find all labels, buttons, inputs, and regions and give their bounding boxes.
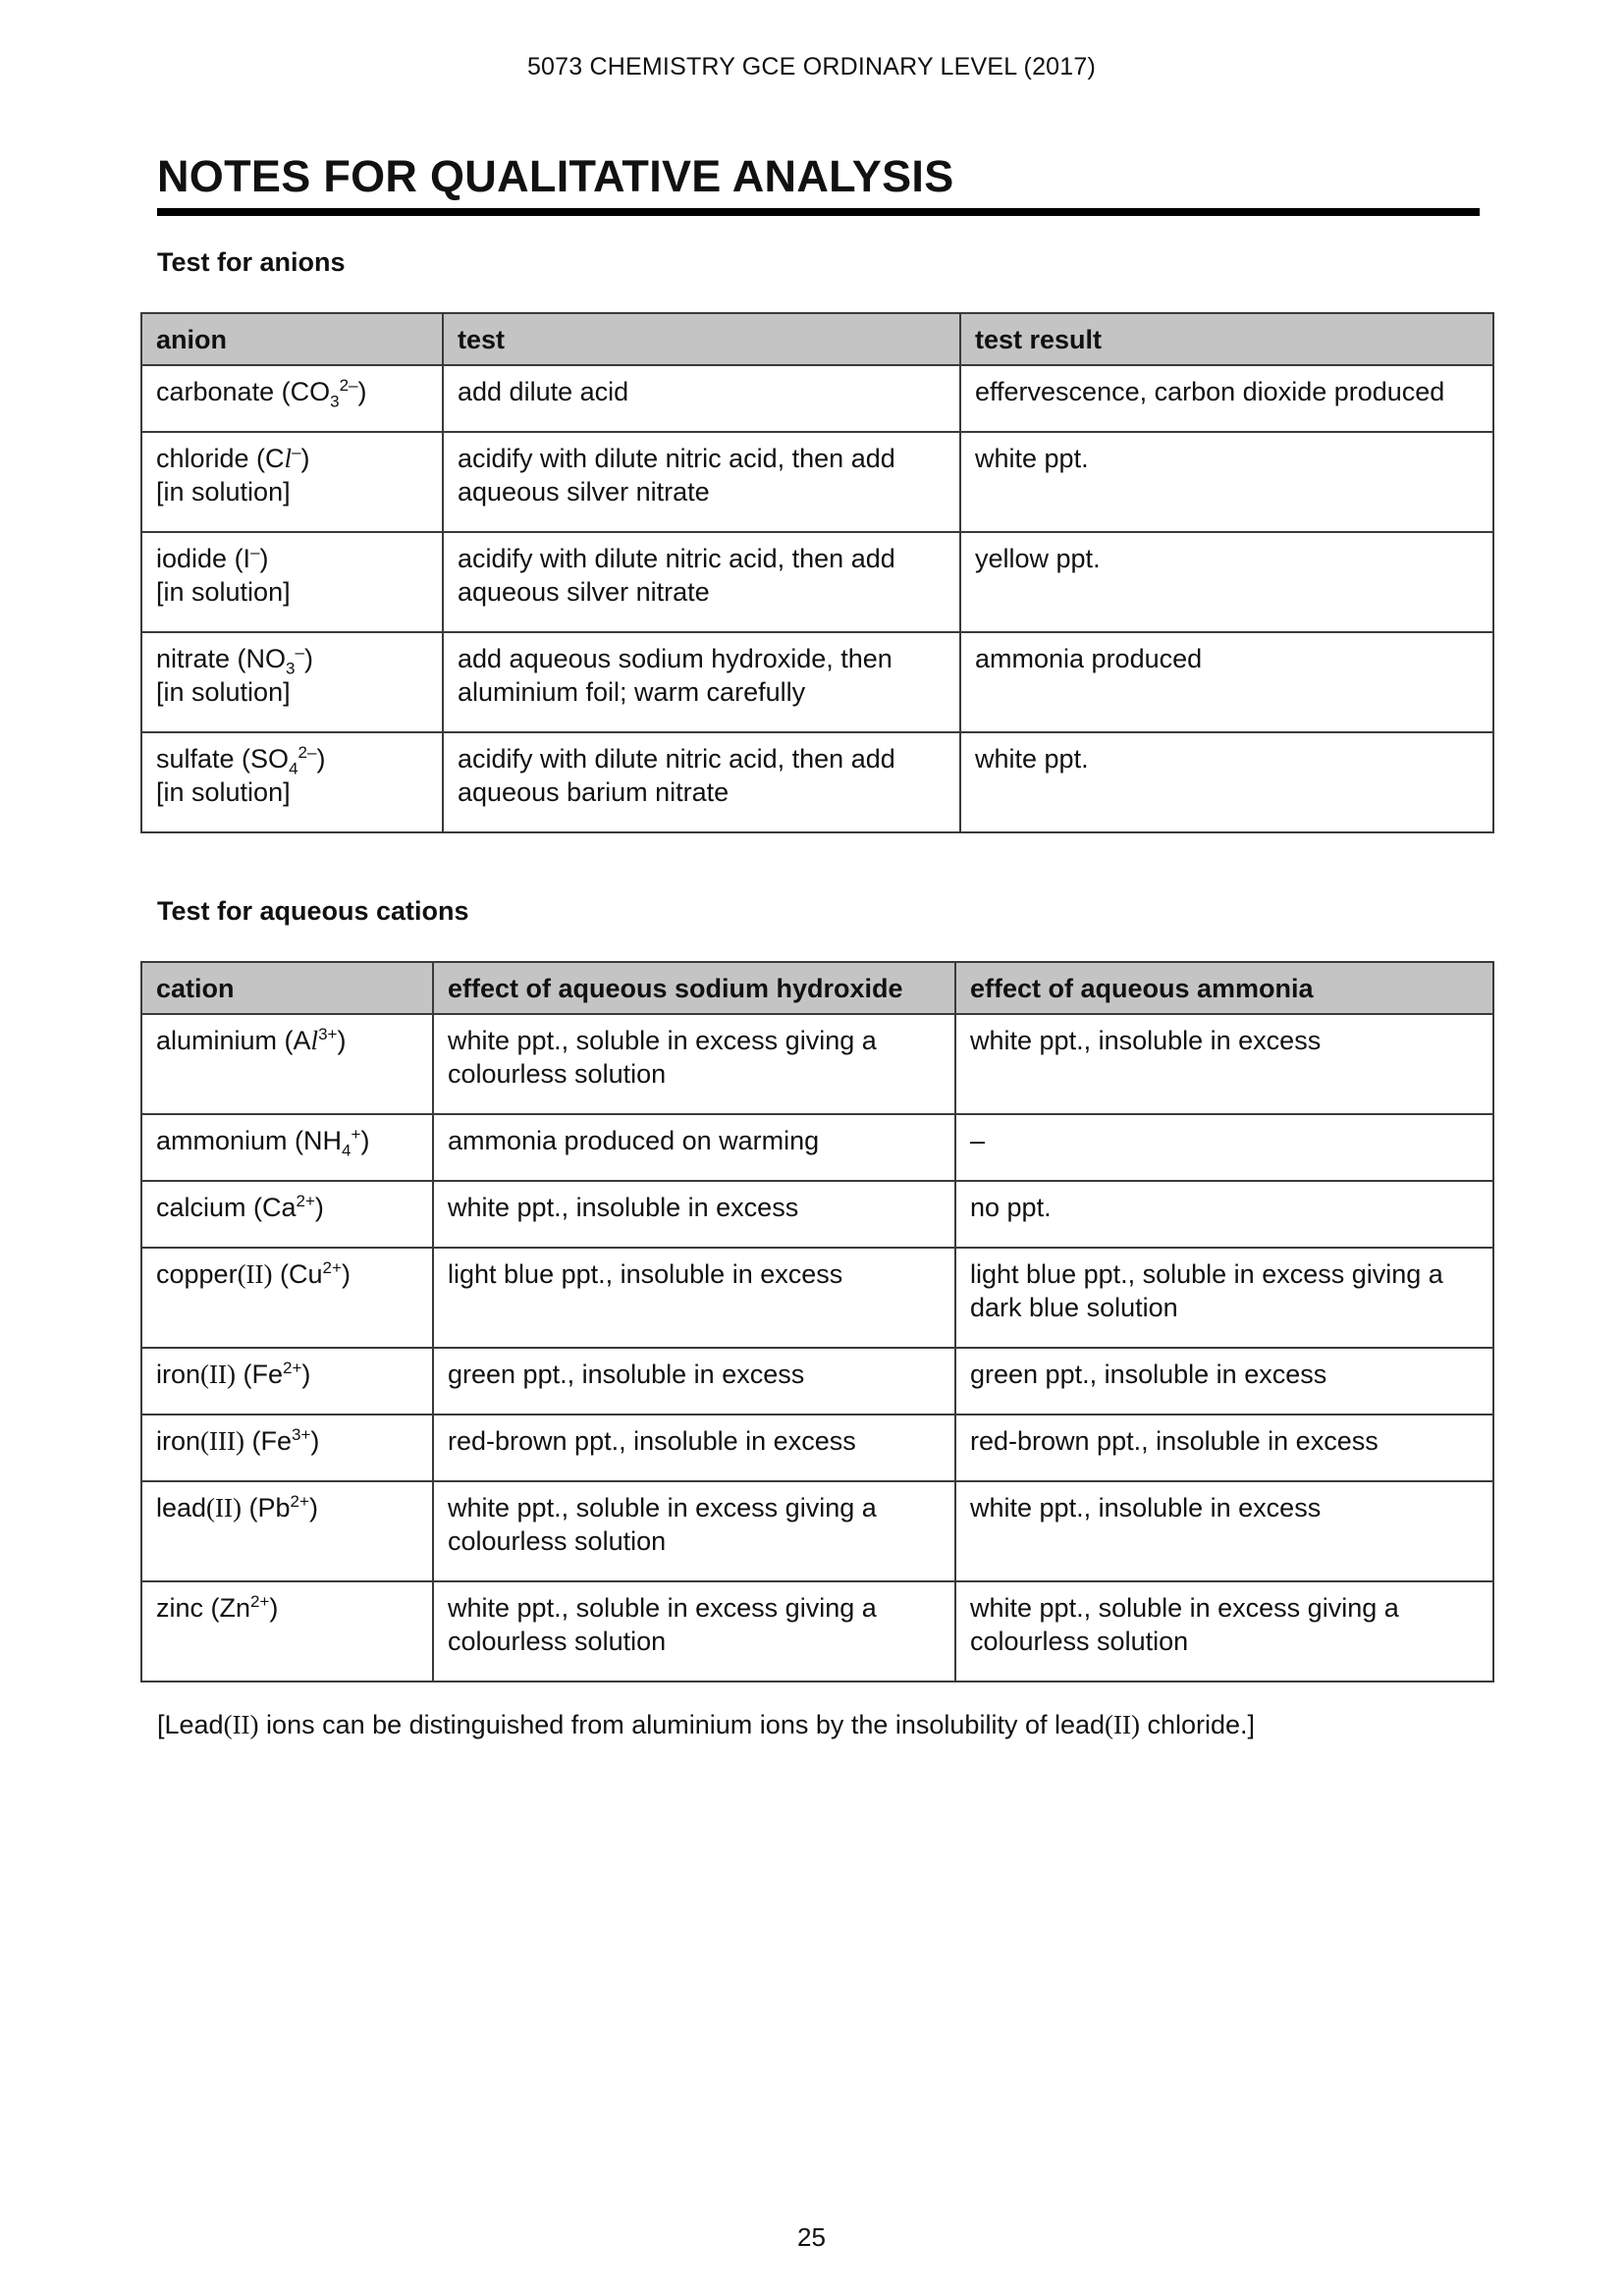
test-result-cell: effervescence, carbon dioxide produced (960, 365, 1493, 432)
ion-close: ) (360, 1126, 370, 1155)
footnote-text: ions can be distinguished from aluminium ions by the insolubility of lead (258, 1710, 1106, 1739)
test-result-cell: ammonia produced (960, 632, 1493, 732)
ion-name: nitrate (NO (156, 644, 287, 673)
ammonia-effect-cell (955, 1581, 1493, 1682)
ion-name: calcium (Ca (156, 1193, 297, 1222)
effect-text: colourless solution (448, 1526, 667, 1556)
ion-label (156, 542, 428, 575)
ion-charge: – (292, 443, 301, 461)
ion-label (156, 1024, 418, 1057)
table-row (141, 1481, 1493, 1581)
ion-close: ) (357, 377, 367, 406)
ammonia-effect-cell (955, 1248, 1493, 1348)
ion-close: ) (308, 1493, 318, 1522)
oxidation-state: (II) (237, 1259, 273, 1289)
ammonia-effect-cell (955, 1114, 1493, 1181)
ion-symbol: l (310, 1026, 319, 1055)
ion-name: ammonium (NH (156, 1126, 343, 1155)
anion-test-table (140, 312, 1494, 833)
ion-charge: 2– (339, 376, 358, 395)
test-text: acidify with dilute nitric acid, then add (458, 444, 895, 473)
effect-text: dark blue solution (970, 1293, 1178, 1322)
ion-label (156, 742, 428, 778)
ion-label (156, 642, 428, 678)
cation-cell (141, 1348, 433, 1415)
ion-name: lead (156, 1493, 207, 1522)
ion-subscript: 3 (286, 659, 296, 678)
table-row (141, 1581, 1493, 1682)
ion-name: carbonate (CO (156, 377, 331, 406)
ammonia-effect-cell (955, 1014, 1493, 1114)
sodium-hydroxide-effect-cell (433, 1248, 955, 1348)
ion-charge: 2+ (296, 1192, 315, 1210)
table-row (141, 1248, 1493, 1348)
ion-subscript: 3 (330, 392, 340, 411)
ion-close: ) (303, 644, 313, 673)
sodium-hydroxide-effect-cell (433, 1481, 955, 1581)
table-header-row (141, 962, 1493, 1014)
ammonia-effect-cell (955, 1348, 1493, 1415)
cation-cell (141, 1415, 433, 1481)
effect-text: green ppt., insoluble in excess (970, 1360, 1327, 1389)
test-text: acidify with dilute nitric acid, then add (458, 544, 895, 573)
sodium-hydroxide-effect-cell (433, 1348, 955, 1415)
ion-name: copper (156, 1259, 238, 1289)
ion-name: iron (156, 1360, 201, 1389)
ion-label (156, 442, 428, 475)
ion-close: ) (269, 1593, 279, 1623)
anion-cell (141, 732, 443, 832)
column-header-cation: cation (141, 962, 433, 1014)
cations-section-heading: Test for aqueous cations (157, 896, 469, 926)
test-cell (443, 365, 960, 432)
sodium-hydroxide-effect-cell (433, 1581, 955, 1682)
ion-close: ) (310, 1426, 320, 1456)
footnote-roman-numeral: (II) (223, 1710, 259, 1739)
test-cell (443, 432, 960, 532)
table-row (141, 1114, 1493, 1181)
oxidation-state: (III) (200, 1426, 244, 1456)
cation-cell (141, 1581, 433, 1682)
table-row (141, 732, 1493, 832)
test-text: aluminium foil; warm carefully (458, 677, 806, 707)
sodium-hydroxide-effect-cell (433, 1114, 955, 1181)
ion-name: sulfate (SO (156, 744, 290, 774)
solution-note: [in solution] (156, 477, 291, 507)
ion-charge: + (351, 1125, 361, 1144)
table-row (141, 632, 1493, 732)
ion-charge: – (250, 543, 260, 561)
footnote-roman-numeral: (II) (1105, 1710, 1140, 1739)
ion-charge: – (295, 643, 304, 662)
effect-text: colourless solution (448, 1627, 667, 1656)
effect-text: colourless solution (970, 1627, 1189, 1656)
sodium-hydroxide-effect-cell (433, 1181, 955, 1248)
cation-cell (141, 1014, 433, 1114)
oxidation-state: (II) (206, 1493, 243, 1522)
test-text: add aqueous sodium hydroxide, then (458, 644, 893, 673)
effect-text: light blue ppt., insoluble in excess (448, 1259, 843, 1289)
ion-label (156, 1124, 418, 1160)
page-number: 25 (797, 2222, 826, 2252)
test-cell (443, 732, 960, 832)
effect-text: colourless solution (448, 1059, 667, 1089)
ion-charge: 2+ (250, 1592, 270, 1611)
anion-cell (141, 365, 443, 432)
test-result-cell: white ppt. (960, 432, 1493, 532)
cation-cell (141, 1481, 433, 1581)
table-header-row (141, 313, 1493, 365)
ion-close: ) (316, 744, 326, 774)
ion-close: ) (337, 1026, 347, 1055)
effect-text: – (970, 1126, 986, 1155)
anions-section-heading: Test for anions (157, 247, 346, 277)
test-result-cell: yellow ppt. (960, 532, 1493, 632)
solution-note: [in solution] (156, 577, 291, 607)
table-row (141, 532, 1493, 632)
ion-name: zinc (Zn (156, 1593, 251, 1623)
cation-cell (141, 1114, 433, 1181)
cation-cell (141, 1248, 433, 1348)
ion-label (156, 1424, 418, 1458)
effect-text: ammonia produced on warming (448, 1126, 820, 1155)
column-header-test: test (443, 313, 960, 365)
ion-subscript: 4 (289, 759, 298, 778)
effect-text: white ppt., insoluble in excess (970, 1493, 1322, 1522)
footnote-text: chloride.] (1139, 1710, 1256, 1739)
ion-formula: (Fe (244, 1426, 293, 1456)
effect-text: light blue ppt., soluble in excess giving a (970, 1259, 1443, 1289)
lead-aluminium-footnote (157, 1710, 1255, 1740)
test-text: aqueous silver nitrate (458, 477, 710, 507)
ion-formula: (Pb (242, 1493, 291, 1522)
oxidation-state: (II) (200, 1360, 236, 1389)
ion-close: ) (259, 544, 269, 573)
ion-label (156, 375, 428, 411)
ion-name: chloride (C (156, 444, 285, 473)
ion-name: iodide (I (156, 544, 251, 573)
effect-text: red-brown ppt., insoluble in excess (448, 1426, 856, 1456)
effect-text: white ppt., soluble in excess giving a (970, 1593, 1399, 1623)
cation-test-table (140, 961, 1494, 1682)
ion-label (156, 1491, 418, 1524)
anion-cell (141, 432, 443, 532)
ion-charge: 2+ (290, 1492, 309, 1511)
footnote-text: [Lead (157, 1710, 224, 1739)
table-row (141, 365, 1493, 432)
ammonia-effect-cell (955, 1415, 1493, 1481)
ammonia-effect-cell (955, 1481, 1493, 1581)
effect-text: white ppt., soluble in excess giving a (448, 1593, 877, 1623)
test-result-cell: white ppt. (960, 732, 1493, 832)
column-header-sodium-hydroxide: effect of aqueous sodium hydroxide (433, 962, 955, 1014)
solution-note: [in solution] (156, 677, 291, 707)
anion-cell (141, 632, 443, 732)
ion-symbol: l (284, 444, 293, 473)
ion-charge: 3+ (292, 1425, 311, 1444)
table-row (141, 1348, 1493, 1415)
table-row (141, 1415, 1493, 1481)
page-title: NOTES FOR QUALITATIVE ANALYSIS (157, 151, 1480, 216)
sodium-hydroxide-effect-cell (433, 1014, 955, 1114)
effect-text: white ppt., soluble in excess giving a (448, 1026, 877, 1055)
ion-charge: 3+ (318, 1025, 338, 1043)
page-header: 5073 CHEMISTRY GCE ORDINARY LEVEL (2017) (526, 53, 1097, 80)
ion-close: ) (300, 444, 310, 473)
sodium-hydroxide-effect-cell (433, 1415, 955, 1481)
effect-text: white ppt., insoluble in excess (970, 1026, 1322, 1055)
ion-formula: (Cu (272, 1259, 323, 1289)
ion-close: ) (341, 1259, 351, 1289)
ion-charge: 2+ (322, 1258, 342, 1277)
ion-name: iron (156, 1426, 201, 1456)
anion-cell (141, 532, 443, 632)
table-row (141, 432, 1493, 532)
ion-close: ) (314, 1193, 324, 1222)
ion-label (156, 1257, 418, 1291)
ion-close: ) (301, 1360, 311, 1389)
test-text: aqueous barium nitrate (458, 777, 730, 807)
column-header-ammonia: effect of aqueous ammonia (955, 962, 1493, 1014)
ion-name: aluminium (A (156, 1026, 311, 1055)
effect-text: green ppt., insoluble in excess (448, 1360, 805, 1389)
solution-note: [in solution] (156, 777, 291, 807)
effect-text: no ppt. (970, 1193, 1052, 1222)
column-header-test-result: test result (960, 313, 1493, 365)
effect-text: white ppt., soluble in excess giving a (448, 1493, 877, 1522)
ion-charge: 2– (298, 743, 317, 762)
effect-text: white ppt., insoluble in excess (448, 1193, 799, 1222)
column-header-anion: anion (141, 313, 443, 365)
cation-cell (141, 1181, 433, 1248)
test-text: acidify with dilute nitric acid, then add (458, 744, 895, 774)
table-row (141, 1181, 1493, 1248)
ion-label (156, 1191, 418, 1224)
test-cell (443, 532, 960, 632)
ammonia-effect-cell (955, 1181, 1493, 1248)
ion-formula: (Fe (236, 1360, 284, 1389)
effect-text: red-brown ppt., insoluble in excess (970, 1426, 1379, 1456)
test-cell (443, 632, 960, 732)
ion-charge: 2+ (283, 1359, 302, 1377)
test-text: aqueous silver nitrate (458, 577, 710, 607)
ion-subscript: 4 (342, 1141, 352, 1160)
ion-label (156, 1591, 418, 1625)
table-row (141, 1014, 1493, 1114)
test-text: add dilute acid (458, 377, 629, 406)
ion-label (156, 1358, 418, 1391)
